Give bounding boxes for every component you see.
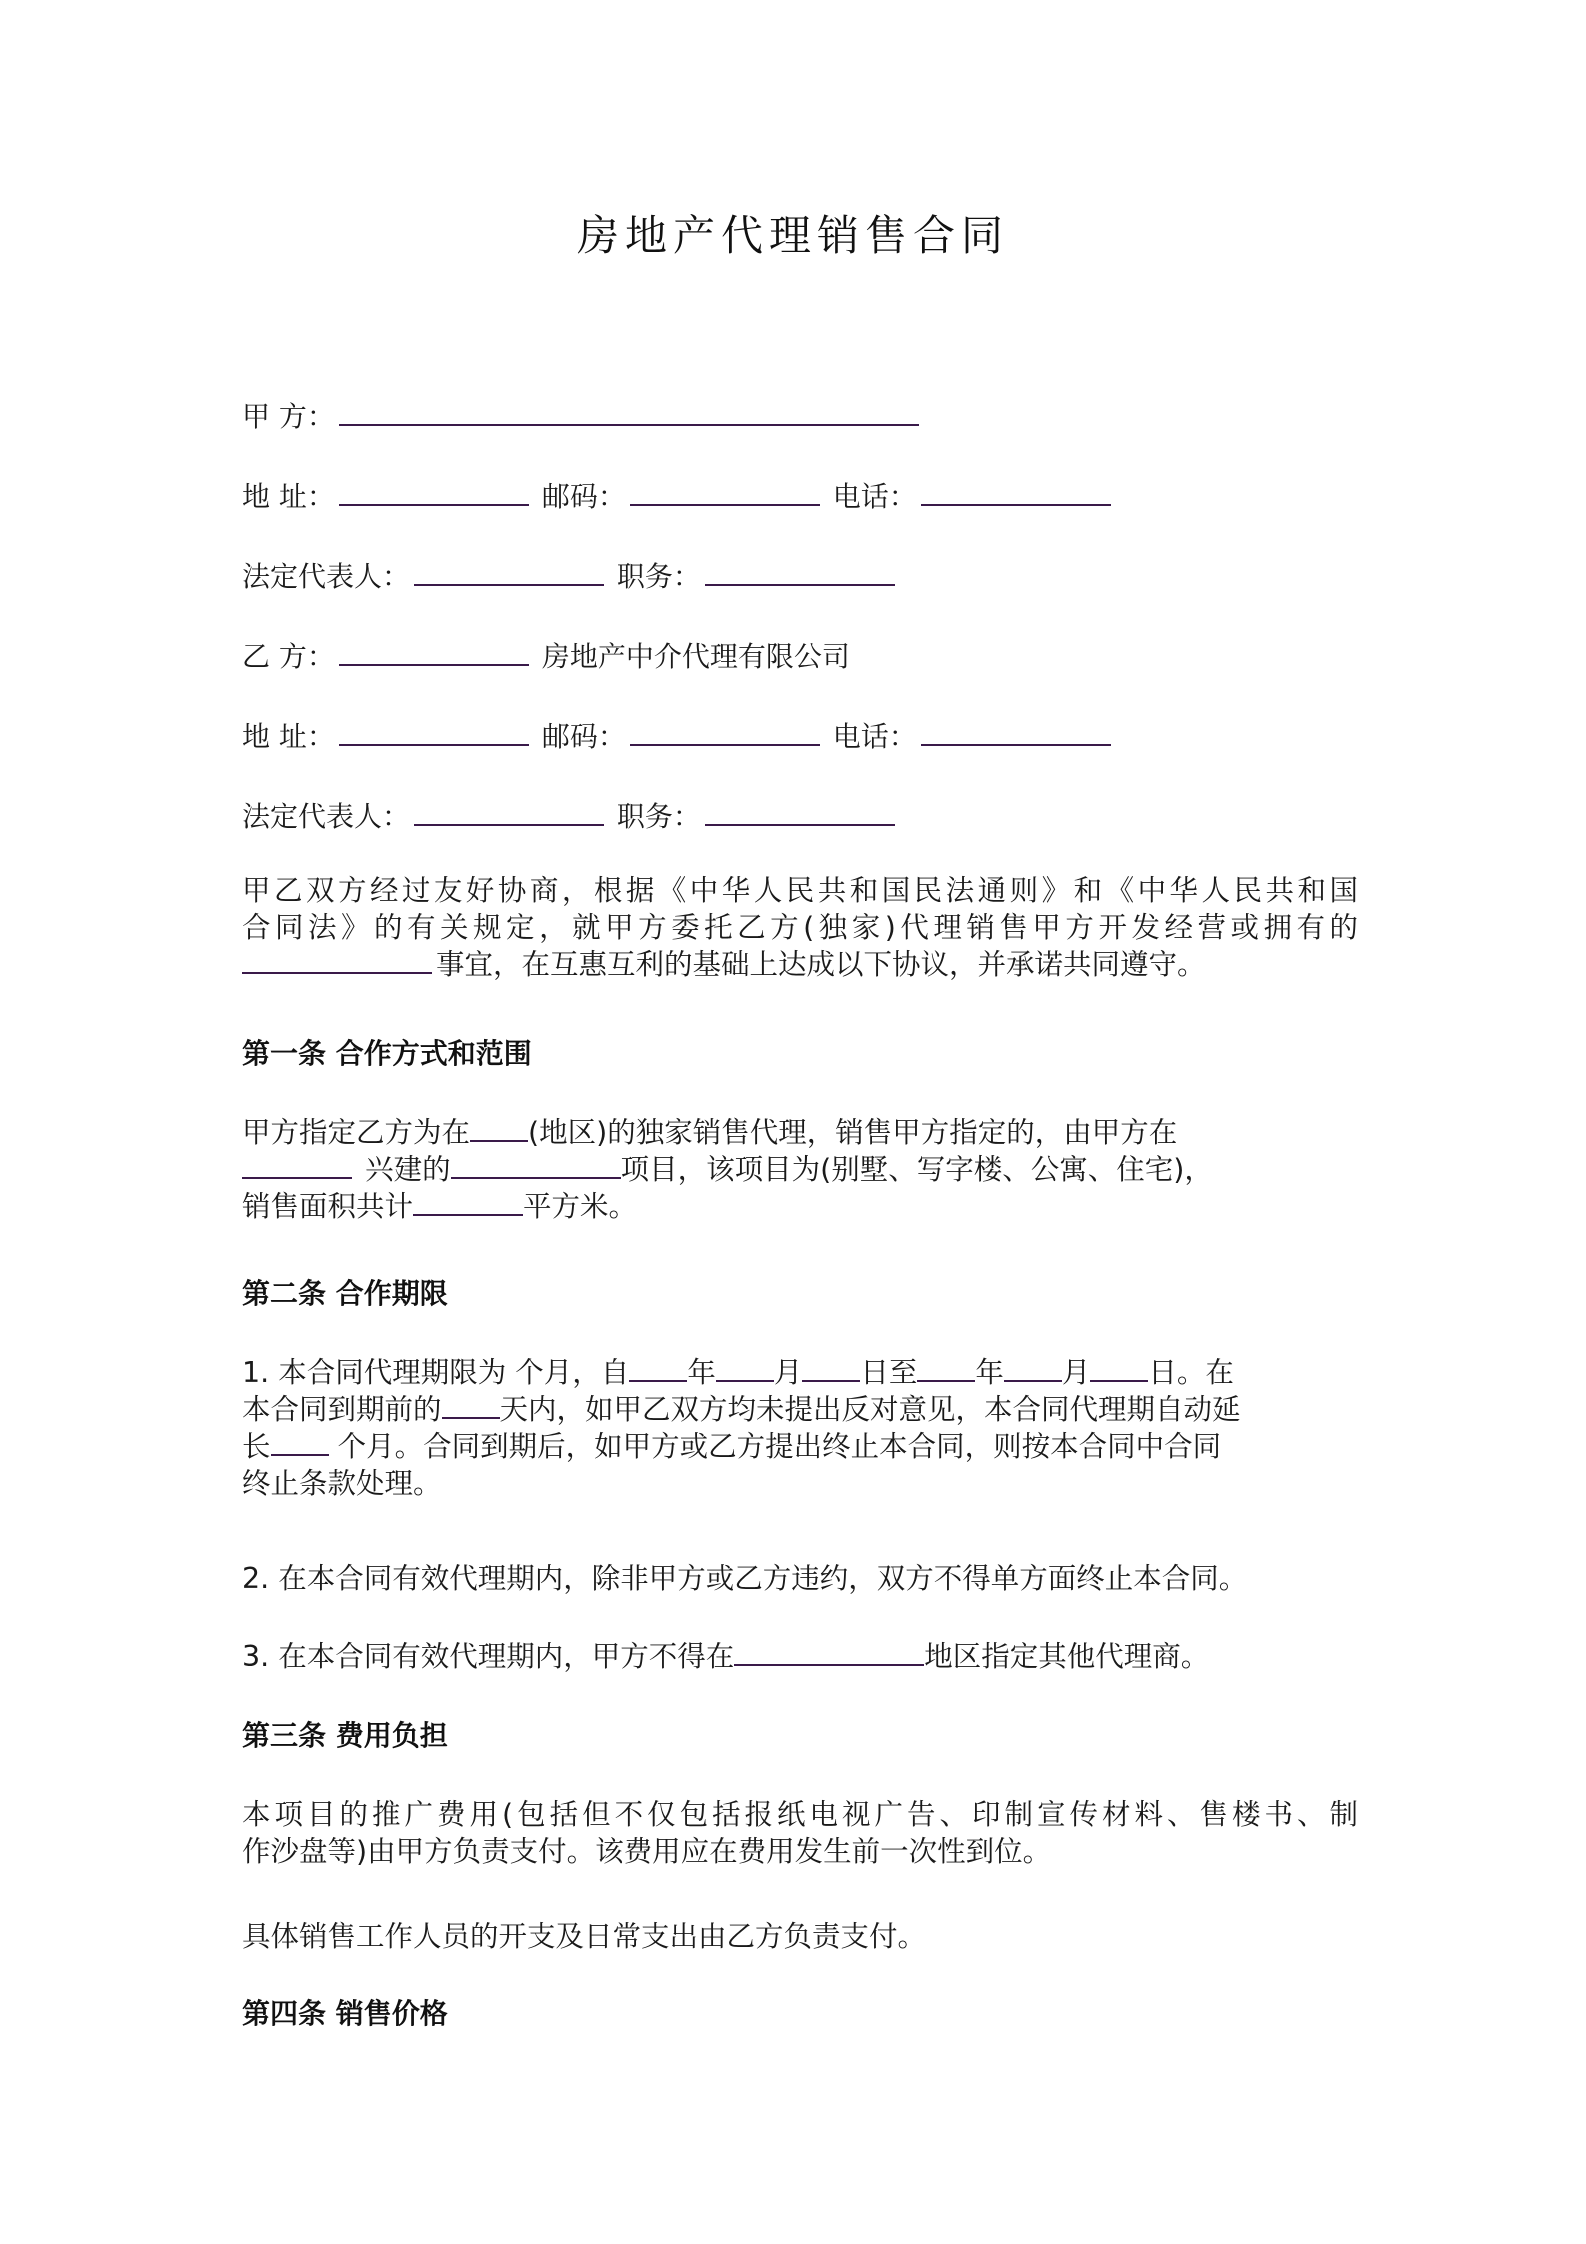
party-b-name-label: 乙 方： [242, 640, 335, 673]
start-day-blank[interactable] [802, 1354, 860, 1382]
article-1-line [242, 1114, 1358, 1151]
clause-text: 3. 在本合同有效代理期内，甲方不得在 [242, 1640, 735, 1673]
party-b-rep-blank[interactable] [414, 798, 604, 826]
end-month-blank[interactable] [1004, 1354, 1062, 1382]
article-1-text: 销售面积共计 [242, 1190, 414, 1223]
document-title: 房地产代理销售合同 [576, 211, 1009, 260]
developer-location-blank[interactable] [242, 1151, 352, 1179]
party-a-postcode-label: 邮码： [541, 480, 626, 513]
article-1-text: 兴建的 [365, 1153, 451, 1186]
article-1-paragraph [242, 1114, 1358, 1225]
article-2-line [242, 1354, 1358, 1391]
end-year-blank[interactable] [917, 1354, 975, 1382]
preamble-line: 甲乙双方经过友好协商，根据《中华人民共和国民法通则》和《中华人民共和国 [242, 874, 1358, 907]
article-4-heading: 第四条 销售价格 [242, 1997, 448, 2030]
article-3-paragraph-2 [242, 1918, 1358, 1955]
party-b-postcode-blank[interactable] [630, 718, 820, 746]
start-month-blank[interactable] [716, 1354, 774, 1382]
party-a-postcode-blank[interactable] [630, 478, 820, 506]
party-a-name-blank[interactable] [339, 398, 919, 426]
party-b-phone-blank[interactable] [921, 718, 1111, 746]
clause-text: 年 [975, 1356, 1004, 1389]
party-b-name-row [242, 638, 850, 675]
party-b-rep-row [242, 798, 899, 835]
article-1-text: (地区)的独家销售代理，销售甲方指定的，由甲方在 [528, 1116, 1178, 1149]
party-b-rep-label: 法定代表人： [242, 800, 411, 833]
region-blank[interactable] [470, 1114, 528, 1142]
clause-text: 个月。合同到期后，如甲方或乙方提出终止本合同，则按本合同中合同 [328, 1430, 1222, 1463]
preamble-subject-blank[interactable] [242, 946, 432, 974]
article-3-paragraph-1 [242, 1796, 1358, 1870]
party-a-address-blank[interactable] [339, 478, 529, 506]
party-b-company-suffix: 房地产中介代理有限公司 [541, 640, 850, 673]
preamble-line [242, 946, 1358, 983]
article-2-clause-1 [242, 1354, 1358, 1502]
party-b-name-blank[interactable] [339, 638, 529, 666]
party-a-name-row [242, 398, 923, 435]
clause-text: 日至 [860, 1356, 918, 1389]
clause-text: 日。在 [1148, 1356, 1234, 1389]
project-name-blank[interactable] [451, 1151, 621, 1179]
article-2-line: 终止条款处理。 [242, 1467, 442, 1500]
notice-days-blank[interactable] [442, 1391, 500, 1419]
party-a-rep-label: 法定代表人： [242, 560, 411, 593]
article-3-line: 本项目的推广费用(包括但不仅包括报纸电视广告、印制宣传材料、售楼书、制 [242, 1798, 1358, 1831]
preamble-line-text: 事宜，在互惠互利的基础上达成以下协议，并承诺共同遵守。 [436, 948, 1206, 981]
party-a-address-label: 地 址： [242, 480, 335, 513]
party-a-name-label: 甲 方： [242, 400, 335, 433]
party-a-address-row [242, 478, 1115, 515]
preamble-line: 合同法》的有关规定，就甲方委托乙方(独家)代理销售甲方开发经营或拥有的 [242, 911, 1358, 944]
party-a-position-label: 职务： [616, 560, 701, 593]
sales-area-blank[interactable] [413, 1188, 523, 1216]
party-a-position-blank[interactable] [705, 558, 895, 586]
clause-text: 长 [242, 1430, 271, 1463]
article-1-text: 项目，该项目为(别墅、写字楼、公寓、住宅)， [620, 1153, 1213, 1186]
article-2-heading: 第二条 合作期限 [242, 1277, 448, 1310]
party-b-address-blank[interactable] [339, 718, 529, 746]
article-1-text: 平方米。 [523, 1190, 638, 1223]
clause-text: 年 [687, 1356, 716, 1389]
end-day-blank[interactable] [1090, 1354, 1148, 1382]
clause-text: 月 [1061, 1356, 1091, 1389]
party-b-postcode-label: 邮码： [541, 720, 626, 753]
party-a-phone-label: 电话： [832, 480, 917, 513]
clause-text: 本合同到期前的 [242, 1393, 442, 1426]
party-b-position-blank[interactable] [705, 798, 895, 826]
extension-months-blank[interactable] [271, 1428, 329, 1456]
article-2-line [242, 1638, 1358, 1675]
exclusive-region-blank[interactable] [734, 1638, 924, 1666]
start-year-blank[interactable] [629, 1354, 687, 1382]
article-2-line [242, 1391, 1358, 1428]
party-b-address-row [242, 718, 1115, 755]
clause-text: 天内，如甲乙双方均未提出反对意见，本合同代理期自动延 [499, 1393, 1241, 1426]
clause-text: 1. 本合同代理期限为 个月，自 [242, 1356, 630, 1389]
party-a-phone-blank[interactable] [921, 478, 1111, 506]
party-b-position-label: 职务： [616, 800, 701, 833]
article-3-line: 作沙盘等)由甲方负责支付。该费用应在费用发生前一次性到位。 [242, 1835, 1052, 1868]
clause-text: 月 [773, 1356, 803, 1389]
clause-text: 地区指定其他代理商。 [924, 1640, 1210, 1673]
article-2-clause-3 [242, 1638, 1358, 1675]
article-1-line [242, 1188, 1358, 1225]
article-1-line [242, 1151, 1358, 1188]
party-b-address-label: 地 址： [242, 720, 335, 753]
party-a-rep-blank[interactable] [414, 558, 604, 586]
article-2-line [242, 1428, 1358, 1465]
article-2-line: 2. 在本合同有效代理期内，除非甲方或乙方违约，双方不得单方面终止本合同。 [242, 1562, 1248, 1595]
article-3-heading: 第三条 费用负担 [242, 1719, 448, 1752]
preamble-paragraph [242, 872, 1358, 983]
article-3-line: 具体销售工作人员的开支及日常支出由乙方负责支付。 [242, 1920, 927, 1953]
article-2-clause-2 [242, 1560, 1358, 1597]
party-b-phone-label: 电话： [832, 720, 917, 753]
article-1-heading: 第一条 合作方式和范围 [242, 1037, 532, 1070]
article-1-text: 甲方指定乙方为在 [242, 1116, 471, 1149]
party-a-rep-row [242, 558, 899, 595]
